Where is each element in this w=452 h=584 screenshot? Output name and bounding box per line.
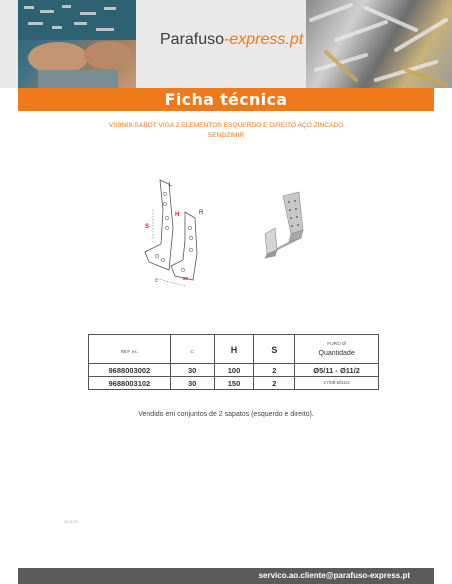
product-title-line1: VS9688-SABOT VIGA 2 ELEMENTOS ESQUERDO E DIREITO AÇO ZINCADO xyxy=(108,122,344,129)
product-title xyxy=(60,121,392,141)
header-h: H xyxy=(214,335,254,364)
header-quantidade-label: Quantidade xyxy=(318,350,355,357)
cell-c: 30 xyxy=(170,377,214,390)
brand-accent: -express.pt xyxy=(224,31,304,48)
cell-c: 30 xyxy=(170,364,214,377)
table-row xyxy=(89,364,379,377)
contact-email[interactable]: servico.ao.cliente@parafuso-express.pt xyxy=(258,571,410,580)
header-ref: REF ex. xyxy=(89,335,171,364)
label-left-part: L xyxy=(169,182,173,188)
brand-main: Parafuso xyxy=(160,31,225,48)
table-header-row xyxy=(89,335,379,364)
cell-ref: 9688003002 xyxy=(89,364,171,377)
product-title-line2: SENDZIMIR xyxy=(207,132,245,139)
header-s: S xyxy=(254,335,295,364)
cell-s: 2 xyxy=(254,364,295,377)
label-bottom: 80 xyxy=(183,276,189,281)
table-row xyxy=(89,377,379,390)
label-height: H xyxy=(175,212,180,218)
cell-furo: 17/05-Ø11/2 xyxy=(295,377,379,390)
page-title: Ficha técnica xyxy=(164,90,288,109)
title-band xyxy=(18,88,434,111)
specification-table xyxy=(88,334,379,390)
label-base: C xyxy=(155,278,159,283)
header-furo xyxy=(295,335,379,364)
header-c: C xyxy=(170,335,214,364)
cell-h: 100 xyxy=(214,364,254,377)
brand-logo xyxy=(160,31,303,49)
technical-drawing xyxy=(135,170,225,290)
cell-s: 2 xyxy=(254,377,295,390)
header-furo-label: FURO Ø xyxy=(327,342,346,347)
sales-note: Vendido em conjuntos de 2 sapatos (esquerdo e direito). xyxy=(138,411,314,418)
cell-ref: 9688003102 xyxy=(89,377,171,390)
cell-furo: Ø5/11 - Ø11/2 xyxy=(295,364,379,377)
product-render xyxy=(255,190,320,260)
cell-h: 150 xyxy=(214,377,254,390)
tools-photo xyxy=(18,0,136,88)
label-side: S xyxy=(145,224,150,230)
footer-bar xyxy=(18,568,434,584)
screws-photo xyxy=(306,0,452,88)
date-stamp: 26.05.20 xyxy=(64,520,78,524)
label-right-part: R xyxy=(199,210,204,216)
header-banner xyxy=(0,0,452,88)
